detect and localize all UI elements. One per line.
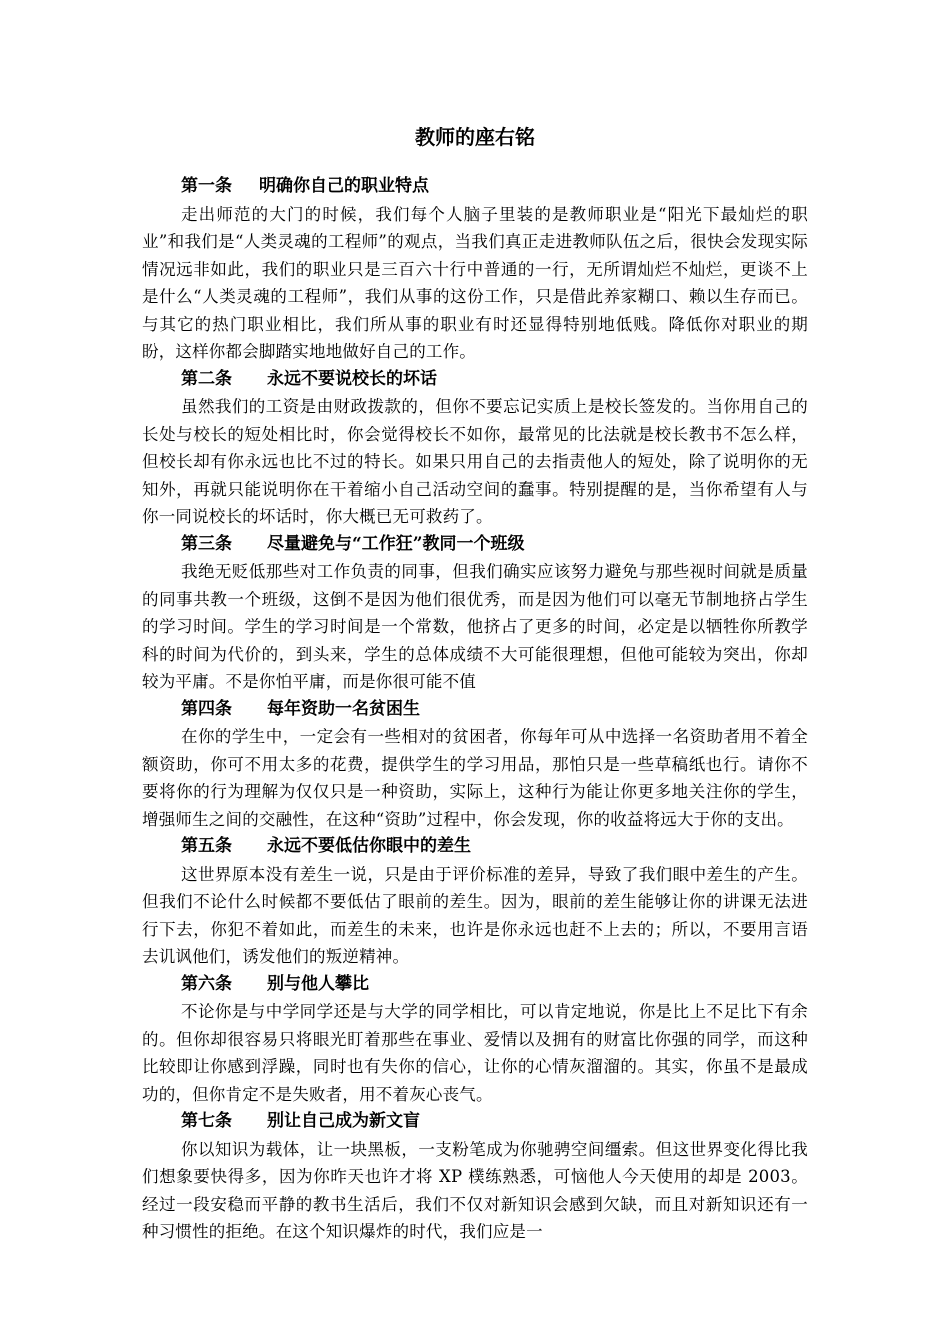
section-title: 永远不要低估你眼中的差生 — [267, 836, 471, 856]
section-heading-4 — [142, 696, 808, 724]
section-number: 第五条 — [181, 836, 232, 856]
section-title: 每年资助一名贫困生 — [267, 698, 420, 719]
section-paragraph-6: 不论你是与中学同学还是与大学的同学相比，可以肯定地说，你是比上不足比下有余的。但你却很容易只将眼光盯着那些在事业、爱情以及拥有的财富比你强的同学，而这种比较即让你感到浮躁，同时也有失你的信心，让你的心情灰溜溜的。其实，你虽不是最成功的，但你肯定不是失败者，用不着灰心丧气。 — [142, 1002, 808, 1104]
section-paragraph-4: 在你的学生中，一定会有一些相对的贫困者，你每年可从中选择一名资助者用不着全额资助，你可不用太多的花费，提供学生的学习用品，那怕只是一些草稿纸也行。请你不要将你的行为理解为仅仅只是一种资助，实际上，这种行为能让你更多地关注你的学生，增强师生之间的交融性，在这种“资助”过程中，你会发现，你的收益将远大于你的支出。 — [142, 727, 808, 829]
section-title: 明确你自己的职业特点 — [259, 176, 429, 196]
section-paragraph-5: 这世界原本没有差生一说，只是由于评价标准的差异，导致了我们眼中差生的产生。但我们不论什么时候都不要低估了眼前的差生。因为，眼前的差生能够让你的讲课无法进行下去，你犯不着如此，而差生的未来，也许是你永远也赶不上去的；所以，不要用言语去讥讽他们，诱发他们的叛逆精神。 — [142, 864, 808, 966]
section-heading-7 — [142, 1108, 808, 1136]
section-paragraph-2: 虽然我们的工资是由财政拨款的，但你不要忘记实质上是校长签发的。当你用自己的长处与校长的短处相比时，你会觉得校长不如你，最常见的比法就是校长教书不怎么样，但校长却有你永远也比不过的特长。如果只用自己的去指责他人的短处，除了说明你的无知外，再就只能说明你在干着缩小自己活动空间的蠢事。特别提醒的是，当你希望有人与你一同说校长的坏话时，你大概已无可救药了。 — [142, 397, 808, 526]
section-number: 第三条 — [181, 533, 232, 554]
section-heading-2 — [142, 366, 808, 394]
section-number: 第二条 — [181, 368, 232, 389]
section-title: 尽量避免与“工作狂”教同一个班级 — [267, 533, 525, 554]
section-heading-6 — [142, 971, 808, 999]
section-paragraph-1: 走出师范的大门的时候，我们每个人脑子里装的是教师职业是“阳光下最灿烂的职业”和我们是“人类灵魂的工程师”的观点，当我们真正走进教师队伍之后，很快会发现实际情况远非如此，我们的职业只是三百六十行中普通的一行，无所谓灿烂不灿烂，更谈不上是什么“人类灵魂的工程师”，我们从事的这份工作，只是借此养家糊口、赖以生存而已。与其它的热门职业相比，我们所从事的职业有时还显得特别地低贱。降低你对职业的期盼，这样你都会脚踏实地地做好自己的工作。 — [142, 204, 808, 361]
section-title: 永远不要说校长的坏话 — [267, 368, 437, 389]
document-body — [142, 173, 808, 1246]
section-title: 别与他人攀比 — [267, 973, 369, 994]
page-title: 教师的座右铭 — [415, 125, 535, 149]
section-heading-5 — [142, 833, 808, 861]
section-title: 别让自己成为新文盲 — [267, 1111, 420, 1131]
section-number: 第七条 — [181, 1111, 232, 1131]
section-paragraph-3: 我绝无贬低那些对工作负责的同事，但我们确实应该努力避免与那些视时间就是质量的同事共教一个班级，这倒不是因为他们很优秀，而是因为他们可以毫无节制地挤占学生的学习时间。学生的学习时间是一个常数，他挤占了更多的时间，必定是以牺牲你所教学科的时间为代价的，到头来，学生的总体成绩不大可能很理想，但他可能较为突出，你却较为平庸。不是你怕平庸，而是你很可能不值 — [142, 562, 808, 691]
section-number: 第四条 — [181, 698, 232, 719]
section-heading-3 — [142, 531, 808, 559]
section-heading-1 — [142, 173, 808, 201]
section-number: 第一条 — [181, 176, 232, 196]
section-paragraph-7: 你以知识为载体，让一块黑板，一支粉笔成为你驰骋空间缰索。但这世界变化得比我们想象要快得多，因为你昨天也许才将 XP 樸练熟悉，可恼他人今天使用的却是 2003。经过一段安稳而平静的教书生活后，我们不仅对新知识会感到欠缺，而且对新知识还有一种习惯性的拒绝。在这个知识爆炸的时代，我们应是一 — [142, 1139, 808, 1241]
section-number: 第六条 — [181, 973, 232, 994]
